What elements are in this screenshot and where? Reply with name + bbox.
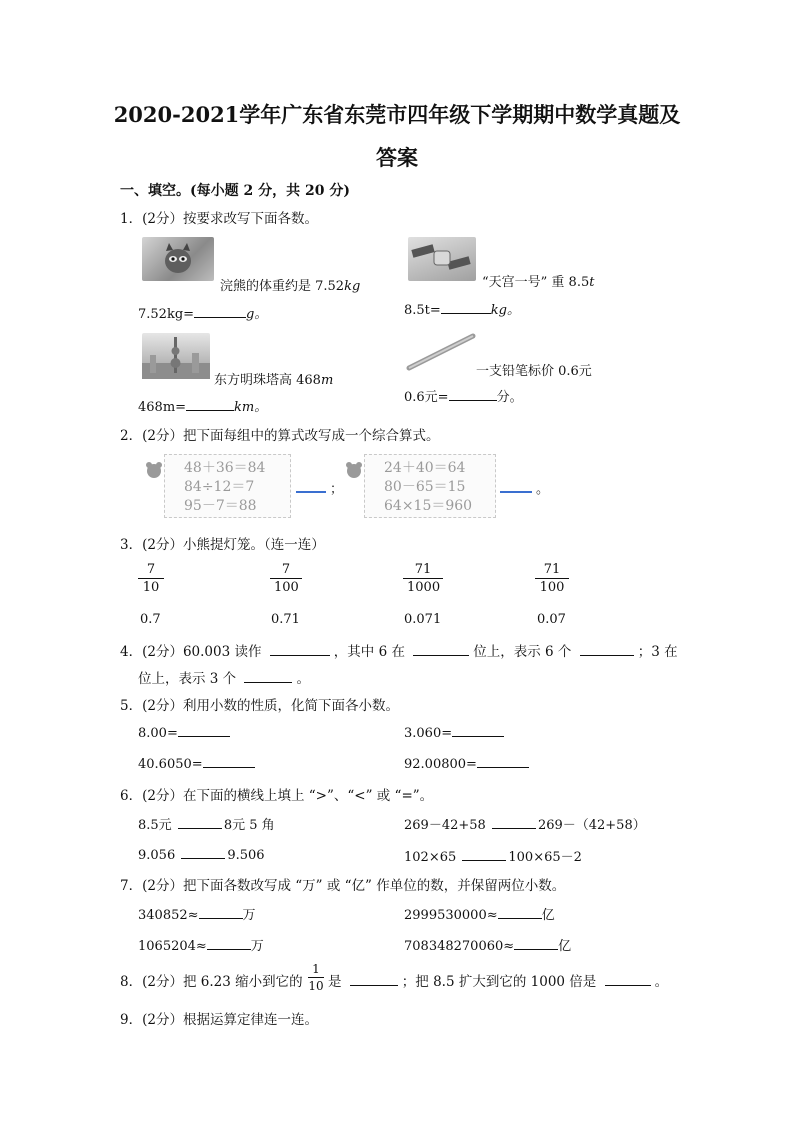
q4-blank-3[interactable]	[580, 643, 634, 656]
q5-blank-1[interactable]	[178, 724, 230, 737]
q2-group2-eq2: 80－65＝15	[384, 479, 466, 495]
pencil-image	[405, 330, 477, 372]
q7-blank-1[interactable]	[199, 906, 243, 919]
q3-decimal-2[interactable]: 0.71	[271, 612, 300, 627]
q6-blank-3[interactable]	[181, 846, 225, 859]
bear-icon	[344, 460, 364, 480]
q4-blank-2[interactable]	[413, 643, 469, 656]
q4-line2: 位上，表示 3 个 。	[138, 671, 310, 687]
q8-text-2: 是 ；把 8.5 扩大到它的 1000 倍是 。	[328, 974, 669, 990]
q1-d-answer: 0.6元= 分。	[404, 390, 523, 405]
q3-fraction-4[interactable]: 71 100	[535, 562, 569, 595]
q5-blank-2[interactable]	[452, 724, 504, 737]
q8-text-1: 8．(2分）把 6.23 缩小到它的	[120, 974, 303, 990]
q6-item-4: 102×65 100×65－2	[404, 850, 582, 865]
q1-b-answer: 8.5t= kg。	[404, 303, 520, 318]
q6-item-2: 269－42+58 269－（42+58）	[404, 818, 646, 833]
q2-separator: ；	[330, 482, 344, 497]
q2-group2-eq1: 24＋40＝64	[384, 460, 466, 476]
q7-item-4: 708348270060≈ 亿	[404, 939, 572, 954]
q1-stem: 1．(2分）按要求改写下面各数。	[120, 211, 318, 227]
q9-stem: 9．(2分）根据运算定律连一连。	[120, 1012, 318, 1028]
q7-item-3: 1065204≈ 万	[138, 939, 264, 954]
tower-photo	[142, 333, 210, 379]
q2-group1-eq2: 84÷12＝7	[184, 479, 255, 495]
q3-fraction-3[interactable]: 71 1000	[403, 562, 443, 595]
q2-group2-blank[interactable]	[500, 479, 532, 493]
q3-decimal-1[interactable]: 0.7	[140, 612, 161, 627]
q3-decimal-4[interactable]: 0.07	[537, 612, 566, 627]
q1-a-blank[interactable]	[194, 305, 246, 318]
q1-b-blank[interactable]	[441, 301, 491, 314]
q1-c-blank[interactable]	[186, 398, 234, 411]
q2-group2-eq3: 64×15＝960	[384, 498, 473, 514]
q5-blank-3[interactable]	[203, 755, 255, 768]
q4-line1: 4．(2分）60.003 读作 ，其中 6 在 位上，表示 6 个 ；3 在	[120, 644, 678, 660]
q1-c-answer: 468m= km。	[138, 400, 268, 415]
q1-b-caption: “天宫一号” 重 8.5t	[482, 275, 595, 290]
q3-stem: 3．(2分）小熊提灯笼。（连一连）	[120, 537, 325, 553]
q3-fraction-1[interactable]: 7 10	[138, 562, 164, 595]
q2-group1-eq3: 95－7＝88	[184, 498, 257, 514]
q8-fraction: 1 10	[308, 962, 324, 993]
satellite-photo	[408, 237, 476, 281]
q7-item-2: 2999530000≈ 亿	[404, 908, 555, 923]
q1-c-caption: 东方明珠塔高 468m	[214, 373, 334, 388]
q6-blank-4[interactable]	[462, 848, 506, 861]
q3-fraction-2[interactable]: 7 100	[270, 562, 302, 595]
q6-item-3: 9.056 9.506	[138, 848, 265, 863]
q4-blank-1[interactable]	[270, 643, 330, 656]
q6-stem: 6．(2分）在下面的横线上填上 “>”、“<” 或 “=”。	[120, 788, 434, 804]
q3-decimal-3[interactable]: 0.071	[404, 612, 442, 627]
q7-stem: 7．(2分）把下面各数改写成 “万” 或 “亿” 作单位的数，并保留两位小数。	[120, 878, 566, 894]
section-heading: 一、填空。(每小题 2 分，共 20 分)	[120, 183, 350, 199]
q2-stem: 2．(2分）把下面每组中的算式改写成一个综合算式。	[120, 428, 440, 444]
q5-item-1: 8.00=	[138, 724, 230, 741]
q5-item-3: 40.6050=	[138, 755, 255, 772]
q7-item-1: 340852≈ 万	[138, 908, 256, 923]
q5-stem: 5．(2分）利用小数的性质，化简下面各小数。	[120, 698, 399, 714]
q2-end: 。	[536, 482, 550, 497]
q2-group1-eq1: 48＋36＝84	[184, 460, 266, 476]
q7-blank-3[interactable]	[207, 937, 251, 950]
bear-icon	[144, 460, 164, 480]
q6-blank-1[interactable]	[178, 816, 222, 829]
q5-blank-4[interactable]	[477, 755, 529, 768]
q1-d-caption: 一支铅笔标价 0.6元	[476, 364, 592, 379]
q1-d-blank[interactable]	[449, 388, 497, 401]
q5-item-4: 92.00800=	[404, 755, 529, 772]
q8-blank-2[interactable]	[605, 973, 651, 986]
q6-blank-2[interactable]	[492, 816, 536, 829]
raccoon-photo	[142, 237, 214, 281]
q6-item-1: 8.5元 8元 5 角	[138, 818, 275, 833]
q7-blank-4[interactable]	[514, 937, 558, 950]
q1-a-answer: 7.52kg= g。	[138, 307, 268, 322]
page-title-line1: 2020-2021学年广东省东莞市四年级下学期期中数学真题及	[113, 102, 681, 127]
q5-item-2: 3.060=	[404, 724, 504, 741]
q2-group1-blank[interactable]	[296, 479, 326, 493]
page-title-line2: 答案	[376, 145, 418, 170]
q7-blank-2[interactable]	[498, 906, 542, 919]
q1-a-caption: 浣熊的体重约是 7.52kg	[220, 279, 361, 294]
q8-blank-1[interactable]	[350, 973, 398, 986]
q4-blank-4[interactable]	[244, 670, 292, 683]
